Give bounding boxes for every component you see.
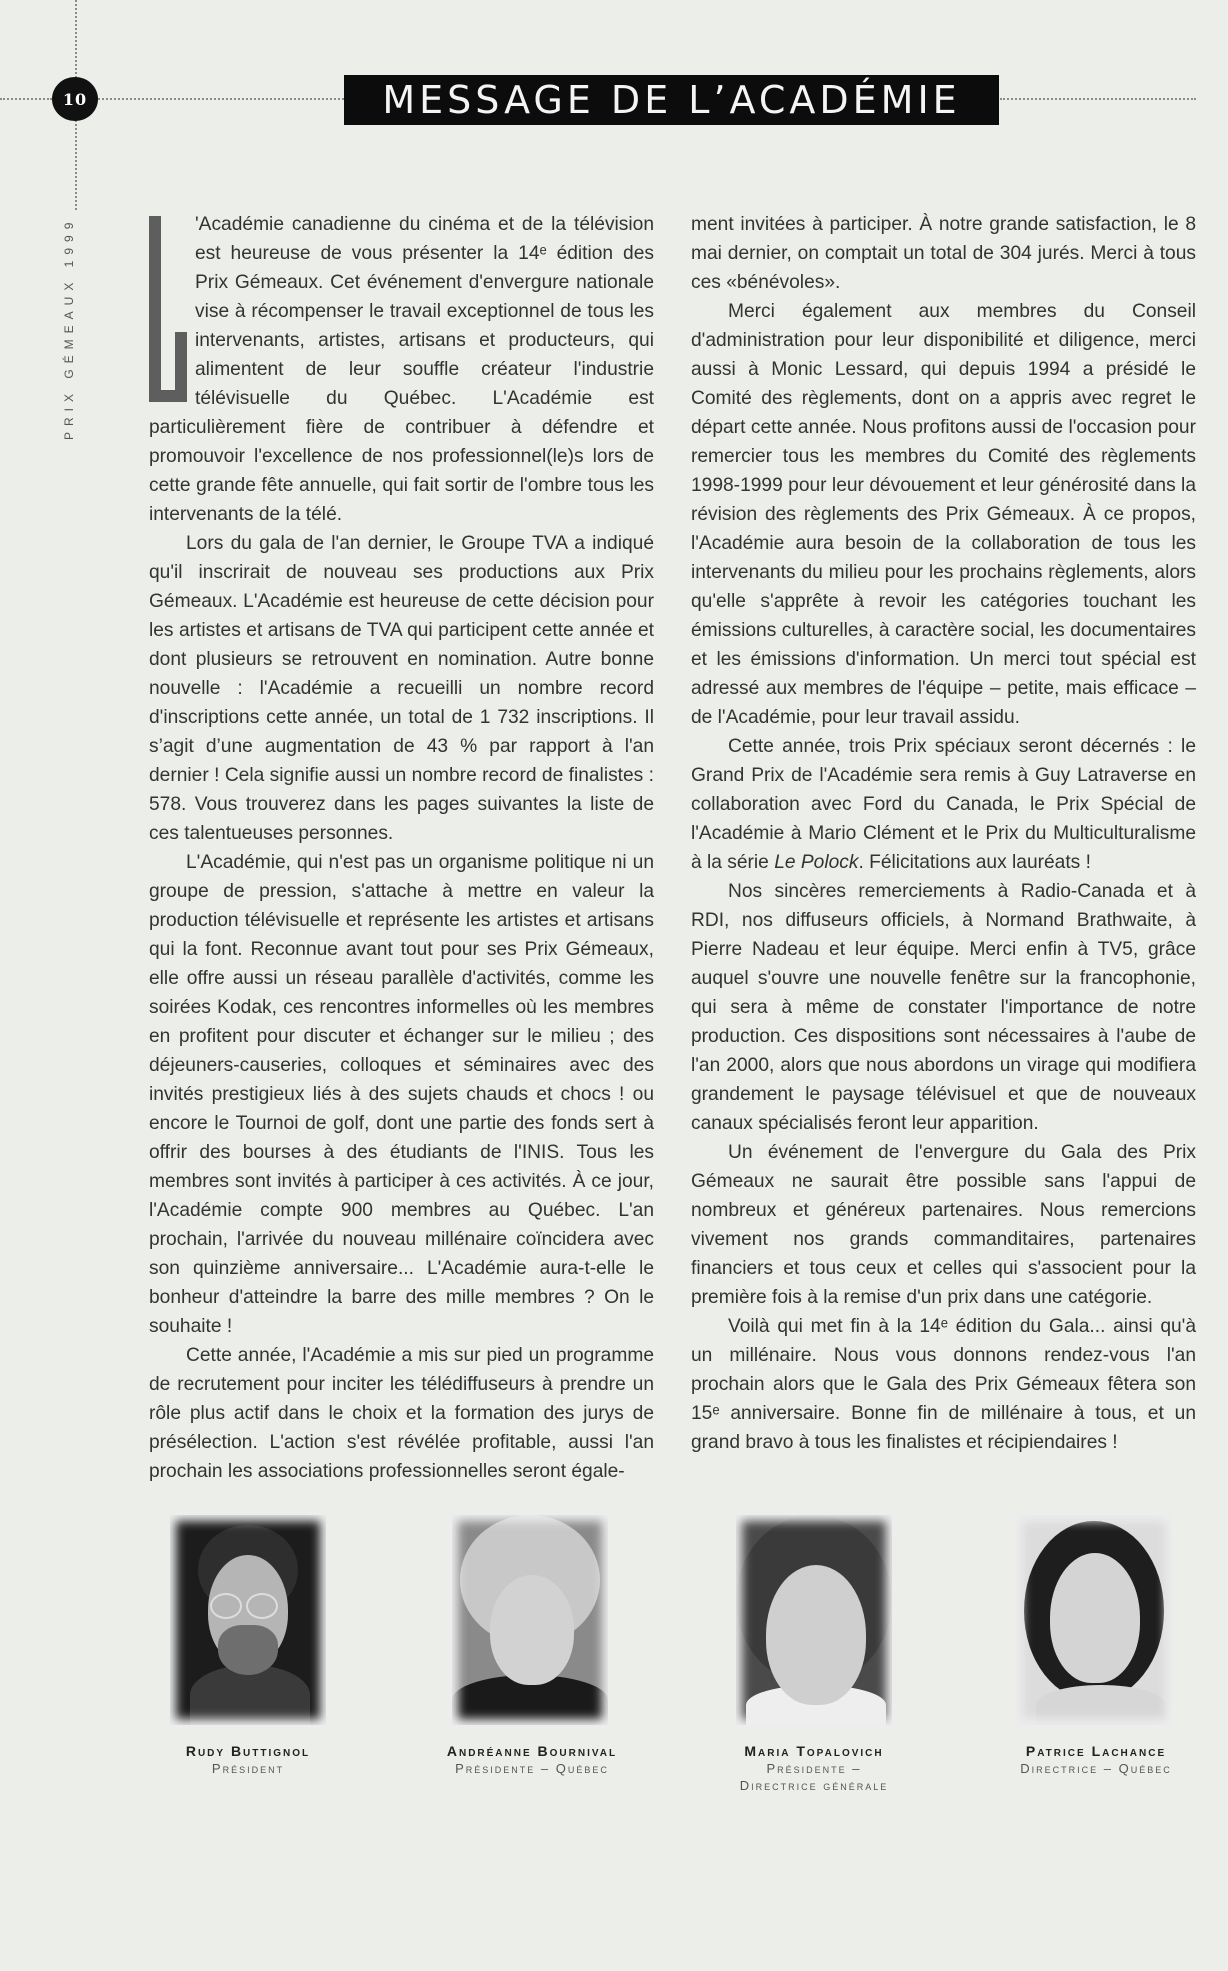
dropcap-letter-l (149, 216, 187, 402)
caption-patrice-lachance (976, 1743, 1216, 1777)
person-role: Directrice – Québec (1020, 1761, 1172, 1776)
person-role: Directrice générale (739, 1778, 889, 1793)
article-paragraph: Nos sincères remerciements à Radio-Canada et à RDI, nos diffuseurs officiels, à Normand Brathwaite, à Pierre Nadeau et leur équipe. Merci enfin à TV5, grâce auquel s'ouvre une nouvelle fenêtre sur la francophonie, qui sera à même de constater l'importance de notre production. Ces dispositions sont nécessaires à l'aube de l'an 2000, alors que nous abordons un virage qui modifiera grandement le paysage télévisuel et que de nouveaux canaux spécialisés feront leur apparition. (691, 881, 1196, 1134)
person-role: Président (211, 1761, 285, 1776)
person-name: Maria Topalovich (744, 1743, 884, 1759)
person-role: Présidente – (766, 1761, 862, 1776)
article-column-right (691, 210, 1196, 1457)
article-paragraph: L'Académie, qui n'est pas un organisme politique ni un groupe de pression, s'attache à mettre en valeur la production télévisuelle et représente les artistes et artisans qui la font. Reconnue avant tout pour ses Prix Gémeaux, elle offre aussi un réseau parallèle d'activités, comme les soirées Kodak, ces rencontres informelles où les membres en profitent pour discuter et échanger sur le milieu ; des déjeuners-causeries, colloques et séminaires avec des invités prestigieux liés à des sujets chauds et chocs ! ou encore le Tournoi de golf, dont une partie des fonds sert à offrir des bourses à des étudiants de l'INIS. Tous les membres sont invités à participer à ces activités. À ce jour, l'Académie compte 900 membres au Québec. L'an prochain, l'arrivée du nouveau millénaire coïncidera avec son quinzième anniversaire... L'Académie aura-t-elle le bonheur d'atteindre la barre des mille membres ? On le souhaite ! (149, 852, 654, 1337)
article-paragraph: Voilà qui met fin à la 14ᵉ édition du Gala... ainsi qu'à un millénaire. Nous vous donnons rendez-vous l'an prochain alors que le Gala des Prix Gémeaux fêtera son 15ᵉ anniversaire. Bonne fin de millénaire à tous, et un grand bravo à tous les finalistes et récipiendaires ! (691, 1316, 1196, 1453)
article-paragraph: Un événement de l'envergure du Gala des Prix Gémeaux ne saurait être possible sans l'appui de nombreux et généreux partenaires. Nous remercions vivement nos grands commanditaires, partenaires financiers et tous ceux et celles qui s'associent pour la première fois à la remise d'un prix dans une catégorie. (691, 1142, 1196, 1308)
paragraph-text: Cette année, trois Prix spéciaux seront décernés : le Grand Prix de l'Académie sera remis à Guy Latraverse en collaboration avec Ford du Canada, le Prix Spécial de l'Académie à Mario Clément et le Prix du Multiculturalisme à la série (691, 736, 1196, 873)
portrait-photo-andreanne-bournival (452, 1515, 608, 1725)
portrait-photo-maria-topalovich (736, 1515, 892, 1725)
series-title: Le Polock (774, 852, 859, 873)
dotted-rule-middle (98, 98, 344, 100)
paragraph-text: 'Académie canadienne du cinéma et de la télévision est heureuse de vous présenter la 14ᵉ édition des Prix Gémeaux. Cet événement d'envergure nationale vise à récompenser le travail exceptionnel de tous les intervenants, artistes, artisans et producteurs, qui alimentent de leur souffle créateur l'industrie télévisuelle du Québec. L'Académie est particulièrement fière de contribuer à défendre et promouvoir l'excellence de nos professionnel(le)s lors de cette grande fête annuelle, qui fait sortir de l'ombre tous les intervenants de la télé. (149, 214, 654, 525)
dotted-rule-right (1000, 98, 1196, 100)
running-head-vertical: PRIX GÉMEAUX 1999 (62, 216, 76, 440)
portrait-photo-patrice-lachance (1016, 1515, 1172, 1725)
paragraph-text: . Félicitations aux lauréats ! (858, 852, 1091, 873)
article-column-left (149, 210, 654, 1486)
dotted-rule-left (0, 98, 52, 100)
person-name: Andréanne Bournival (446, 1743, 618, 1759)
article-paragraph: Merci également aux membres du Conseil d'administration pour leur disponibilité et diligence, merci aussi à Monic Lessard, qui depuis 1994 a présidé le Comité des règlements, dont on a appris avec regret le départ cette année. Nous profitons aussi de l'occasion pour remercier tous les membres du Comité des règlements 1998-1999 pour leur dévouement et leur générosité dans la révision des règlements des Prix Gémeaux. À ce propos, l'Académie aura besoin de la collaboration de tous les intervenants du milieu pour les prochains règlements, alors qu'elle s'apprête à revoir les catégories touchant les émissions culturelles, à caractère social, les documentaires et les émissions d'information. Un merci tout spécial est adressé aux membres de l'équipe – petite, mais efficace – de l'Académie, pour leur travail assidu. (691, 301, 1196, 728)
article-paragraph: Cette année, l'Académie a mis sur pied un programme de recrutement pour inciter les télédiffuseurs à prendre un rôle plus actif dans le choix et la formation des jurys de présélection. L'action s'est révélée profitable, aussi l'an prochain les associations professionnelles seront égale- (149, 1345, 654, 1482)
person-name: Patrice Lachance (1025, 1743, 1167, 1759)
caption-maria-topalovich (694, 1743, 934, 1794)
portrait-photo-rudy-buttignol (170, 1515, 326, 1725)
page-title: MESSAGE DE L’ACADÉMIE (344, 75, 999, 125)
article-paragraph: Lors du gala de l'an dernier, le Groupe TVA a indiqué qu'il inscrirait de nouveau ses productions aux Prix Gémeaux. L'Académie est heureuse de cette décision pour les artistes et artisans de TVA qui participent cette année et dont plusieurs se retrouvent en nomination. Autre bonne nouvelle : l'Académie a recueilli un nombre record d'inscriptions cette année, un total de 1 732 inscriptions. Il s’agit d’une augmentation de 43 % par rapport à l'an dernier ! Cela signifie aussi un nombre record de finalistes : 578. Vous trouverez dans les pages suivantes la liste de ces talentueuses personnes. (149, 533, 654, 844)
article-paragraph: ment invitées à participer. À notre grande satisfaction, le 8 mai dernier, on comptait un total de 304 jurés. Merci à tous ces «bénévoles». (691, 214, 1196, 293)
person-role: Présidente – Québec (455, 1761, 609, 1776)
caption-andreanne-bournival (412, 1743, 652, 1777)
person-name: Rudy Buttignol (185, 1743, 311, 1759)
article-paragraph (149, 210, 654, 529)
page-number-badge: 10 (52, 77, 98, 121)
article-paragraph (691, 732, 1196, 877)
caption-rudy-buttignol (128, 1743, 368, 1777)
